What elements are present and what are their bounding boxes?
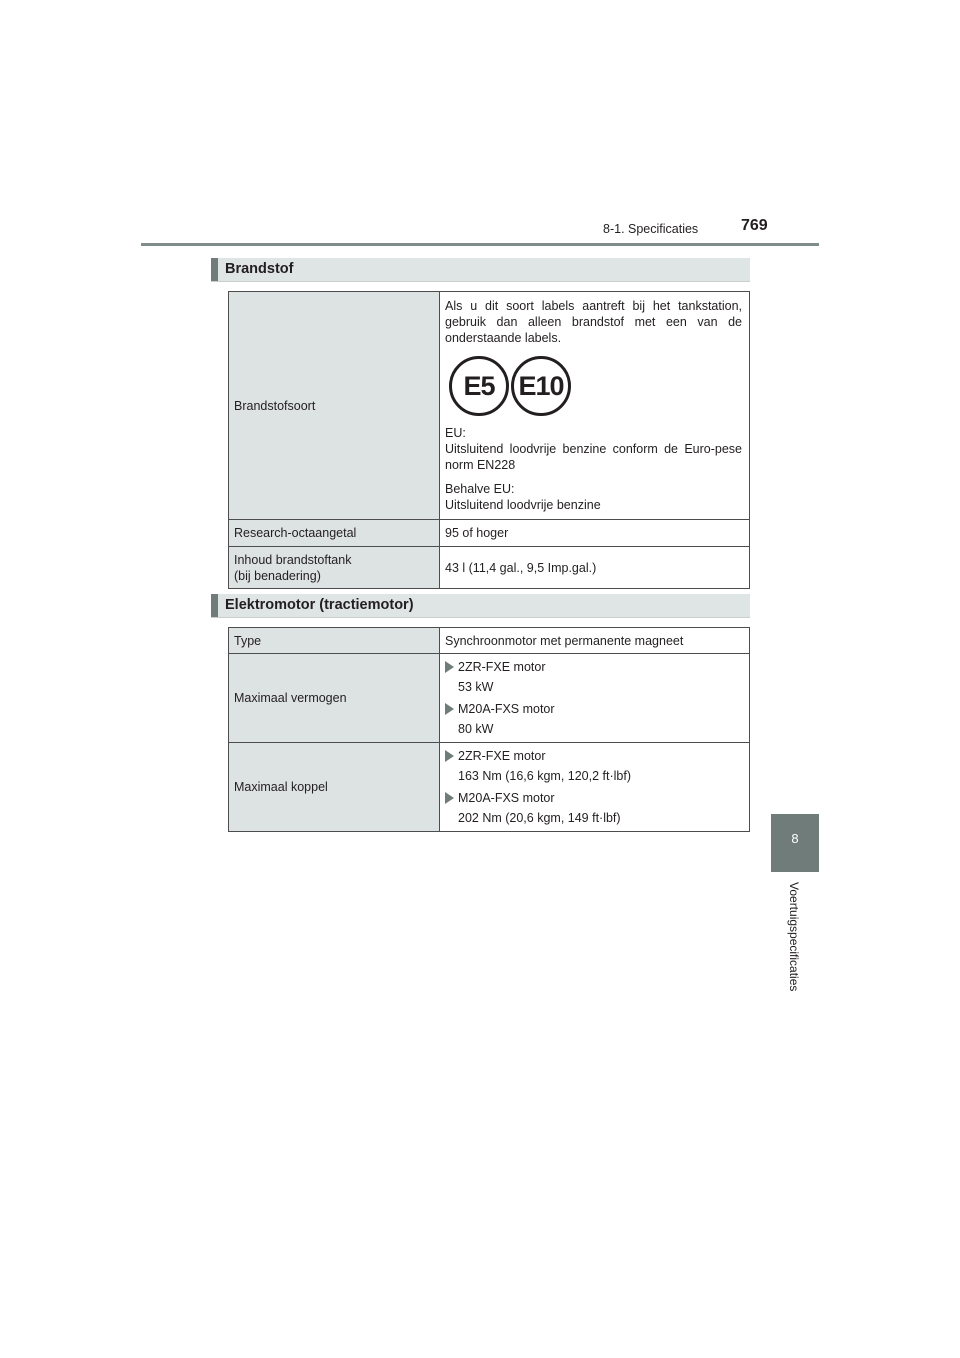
fuel-type-label: Brandstofsoort	[229, 292, 440, 520]
header-section-title: 8-1. Specificaties	[603, 222, 699, 236]
fuel-type-intro: Als u dit soort labels aantreft bij het tankstation, gebruik dan alleen brandstof met een van de onderstaande labels.	[445, 299, 742, 345]
page-number: 769	[741, 217, 768, 234]
section-heading-fuel	[211, 258, 750, 282]
tank-label-line2: (bij benadering)	[234, 568, 321, 583]
max-torque-value	[440, 743, 750, 832]
list-item	[445, 745, 744, 766]
triangle-bullet-icon	[445, 661, 454, 673]
eu-text: Uitsluitend loodvrije benzine conform de Euro-pese norm EN228	[445, 442, 742, 472]
tank-capacity-value: 43 l (11,4 gal., 9,5 Imp.gal.)	[440, 547, 750, 589]
list-item	[445, 787, 744, 808]
section-accent	[211, 594, 218, 617]
octane-label: Research-octaangetal	[229, 520, 440, 547]
chapter-label: Voertuigspecificaties	[787, 882, 801, 992]
section-title-motor: Elektromotor (tractiemotor)	[225, 597, 414, 613]
chapter-number: 8	[791, 831, 799, 846]
e10-label-icon: E10	[511, 356, 571, 416]
triangle-bullet-icon	[445, 792, 454, 804]
list-item	[445, 656, 744, 677]
fuel-label-badges	[449, 356, 742, 416]
engine-name: 2ZR-FXE motor	[458, 659, 546, 674]
section-title-fuel: Brandstof	[225, 261, 294, 277]
triangle-bullet-icon	[445, 703, 454, 715]
engine-value: 202 Nm (20,6 kgm, 149 ft·lbf)	[458, 811, 621, 825]
motor-spec-table	[228, 627, 750, 832]
table-row	[229, 520, 750, 547]
engine-value: 53 kW	[458, 680, 494, 694]
engine-value: 80 kW	[458, 722, 494, 736]
table-row	[229, 654, 750, 743]
table-row	[229, 292, 750, 520]
tank-capacity-label	[229, 547, 440, 589]
table-row	[229, 628, 750, 654]
max-torque-label: Maximaal koppel	[229, 743, 440, 832]
list-item	[445, 698, 744, 719]
max-power-value	[440, 654, 750, 743]
header-divider	[141, 243, 819, 246]
octane-value: 95 of hoger	[440, 520, 750, 547]
table-row	[229, 743, 750, 832]
triangle-bullet-icon	[445, 750, 454, 762]
section-heading-motor	[211, 594, 750, 618]
motor-type-label: Type	[229, 628, 440, 654]
fuel-spec-table	[228, 291, 750, 589]
engine-name: 2ZR-FXE motor	[458, 748, 546, 763]
non-eu-title: Behalve EU:	[445, 482, 515, 496]
engine-value: 163 Nm (16,6 kgm, 120,2 ft·lbf)	[458, 769, 631, 783]
non-eu-text: Uitsluitend loodvrije benzine	[445, 498, 601, 512]
motor-type-value: Synchroonmotor met permanente magneet	[440, 628, 750, 654]
fuel-type-value	[440, 292, 750, 520]
engine-name: M20A-FXS motor	[458, 790, 555, 805]
section-accent	[211, 258, 218, 281]
table-row	[229, 547, 750, 589]
e5-label-icon: E5	[449, 356, 509, 416]
max-power-label: Maximaal vermogen	[229, 654, 440, 743]
tank-label-line1: Inhoud brandstoftank	[234, 552, 352, 567]
chapter-tab	[771, 814, 819, 872]
eu-title: EU:	[445, 426, 466, 440]
engine-name: M20A-FXS motor	[458, 701, 555, 716]
